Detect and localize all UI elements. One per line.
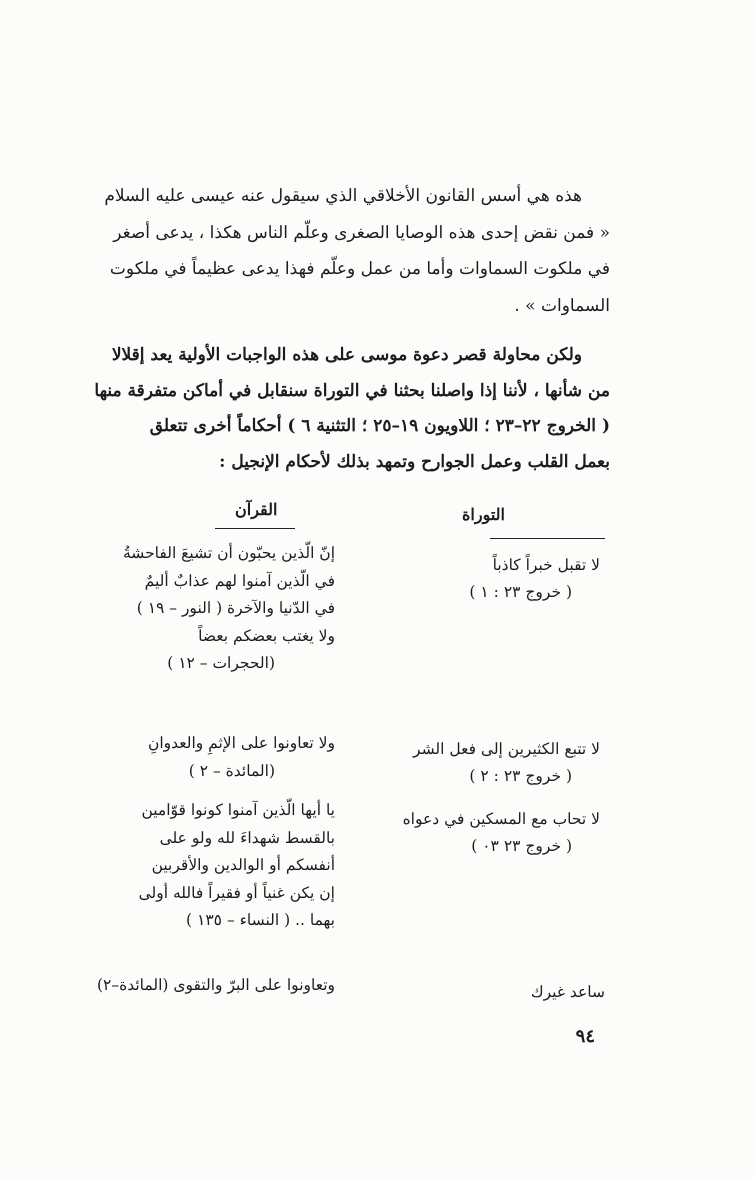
quran-ref: (المائدة – ٢ ) [188,761,275,780]
quran-line: في الدّنيا والآخرة ( النور – ١٩ ) [136,599,335,617]
bold-line: من شأنها ، لأننا إذا واصلنا بحثنا في التوراة سنقابل في أماكن متفرقة منها [94,380,610,401]
torah-entry-text: لا تحاب مع المسكين في دعواه [402,810,600,828]
quran-entry [65,730,335,785]
torah-column-heading: التوراة [462,505,505,524]
intro-line: السماوات » . [514,295,610,316]
quran-entry [65,972,335,1000]
quran-entry [65,797,335,935]
bold-paragraph [65,338,610,480]
quran-entry [65,540,335,678]
torah-entry [469,552,600,606]
torah-entry-text: لا تتبع الكثيرين إلى فعل الشر [413,740,600,758]
quran-line: بهما .. ( النساء – ١٣٥ ) [186,911,335,929]
intro-paragraph [65,178,610,324]
quran-line: إن يكن غنياً أو فقيراً فالله أولى [138,883,335,902]
page-number: ٩٤ [575,1026,595,1047]
torah-entry-ref: ( خروج ٢٣ ٠٣ ) [471,837,572,855]
quran-line: إنّ الّذين يحبّون أن تشيعَ الفاحشةُ [122,544,335,562]
quran-line: في الّذين آمنوا لهم عذابٌ أليمٌ [144,571,335,590]
quran-line: ولا يغتب بعضكم بعضاً [198,626,335,645]
quran-column-heading: القرآن [235,500,278,519]
torah-heading-rule [490,538,605,539]
quran-line: أنفسكم أو الوالدين والأقربين [151,856,335,874]
torah-entry [413,736,600,790]
quran-line: ولا تعاونوا على الإثمِ والعدوانِ [147,734,335,752]
intro-line: هذه هي أسس القانون الأخلاقي الذي سيقول عنه عيسى عليه السلام [104,186,582,206]
quran-ref: (الحجرات – ١٢ ) [167,654,275,672]
quran-line: وتعاونوا على البرّ والتقوى (المائدة–٢) [96,976,335,994]
torah-entry-text: لا تقبل خبراً كاذباً [492,556,600,574]
torah-entry-ref: ( خروج ٢٣ : ١ ) [469,583,572,601]
bold-line: ولكن محاولة قصر دعوة موسى على هذه الواجبات الأولية يعد إقلالا [111,345,582,365]
torah-entry [403,806,600,860]
intro-line: « فمن نقض إحدى هذه الوصايا الصغرى وعلّم الناس هكذا ، يدعى أصغر [113,222,610,243]
quran-line: يا أيها الّذين آمنوا كونوا قوّامين [141,801,335,819]
intro-line: في ملكوت السماوات وأما من عمل وعلّم فهذا يدعى عظيماً في ملكوت [109,259,610,279]
footer-note: ساعد غيرك [530,983,605,1001]
quran-heading-rule [215,528,295,529]
quran-line: بالقسط شهداءَ لله ولو على [159,828,335,847]
torah-entry-ref: ( خروج ٢٣ : ٢ ) [469,767,572,785]
bold-line: ( الخروج ٢٢–٢٣ ؛ اللاويون ١٩–٢٥ ؛ التثنية ٦ ) أحكاماً أخرى تتعلق [149,416,610,436]
bold-line: بعمل القلب وعمل الجوارح وتمهد بذلك لأحكام الإنجيل : [219,451,610,472]
